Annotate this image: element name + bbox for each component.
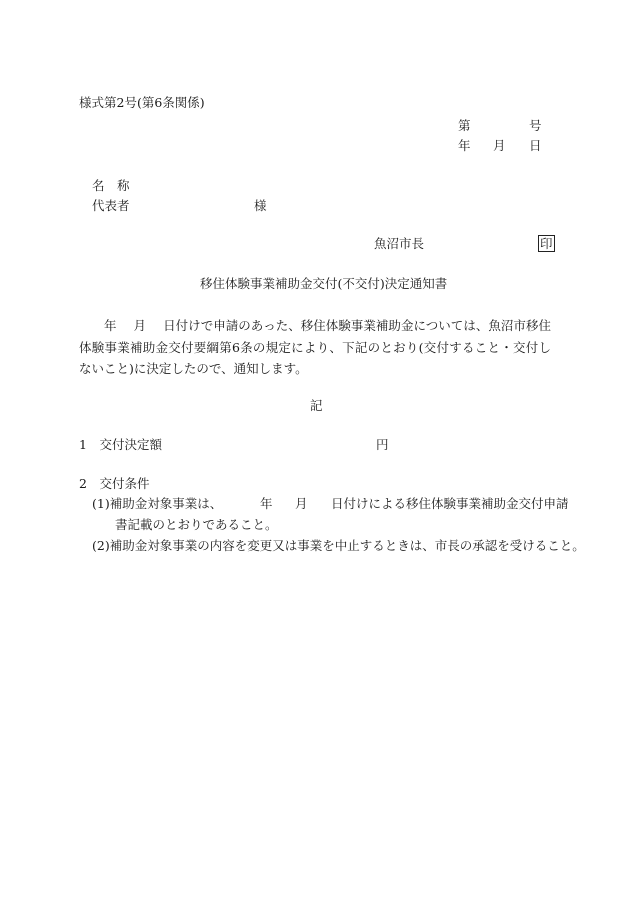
condition1-continued: 書記載のとおりであること。: [115, 517, 278, 532]
addressee-name-label: 名 称: [92, 178, 130, 193]
ki-heading: 記: [310, 398, 323, 413]
condition1-month: 月: [295, 496, 308, 511]
body-year: 年: [104, 318, 117, 333]
condition1-rest: 日付けによる移住体験事業補助金交付申請: [331, 496, 569, 511]
section1-label: 1 交付決定額: [79, 437, 162, 452]
document-title: 移住体験事業補助金交付(不交付)決定通知書: [200, 276, 448, 291]
date-month: 月: [493, 138, 506, 153]
notice-body: [79, 315, 551, 380]
body-text: 日付けで申請のあった、移住体験事業補助金については、魚沼市移住体験事業補助金交付要綱第6条の規定により、下記のとおり(交付すること・交付しないこと)に決定したので、通知します。: [79, 318, 551, 376]
section2-label: 2 交付条件: [79, 476, 150, 491]
condition1-prefix: (1)補助金対象事業は、: [92, 496, 223, 511]
addressee-representative-label: 代表者: [92, 198, 130, 213]
date-day: 日: [529, 138, 542, 153]
number-prefix: 第: [458, 118, 471, 133]
seal-mark: [538, 235, 555, 252]
addressee-honorific: 様: [254, 198, 267, 213]
condition2: (2)補助金対象事業の内容を変更又は事業を中止するときは、市長の承認を受けること。: [92, 538, 585, 553]
number-suffix: 号: [529, 118, 542, 133]
condition1-year: 年: [260, 496, 273, 511]
form-label: 様式第2号(第6条関係): [79, 95, 205, 110]
body-month: 月: [133, 318, 147, 333]
seal-text: 印: [540, 236, 553, 251]
date-year: 年: [458, 138, 471, 153]
section1-unit: 円: [376, 437, 389, 452]
issuer-title: 魚沼市長: [374, 236, 425, 251]
